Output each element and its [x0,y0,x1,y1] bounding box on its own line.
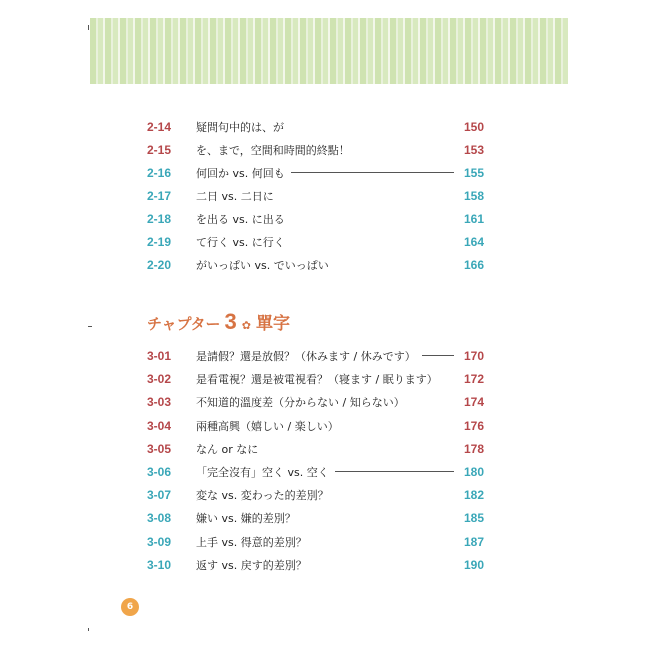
leader-line [335,265,454,266]
entry-page: 190 [463,557,484,572]
entry-page: 178 [463,441,484,456]
entry-number: 2-17 [147,189,172,203]
entry-title: 二日 vs. 二日に [196,190,274,203]
entry-page: 150 [463,120,484,134]
entry-title: 不知道的溫度差（分からない / 知らない） [196,396,405,410]
page-number-badge: 6 [121,598,139,616]
entry-number: 3-02 [147,372,172,387]
entry-title: 是看電視？還是被電視看？（寝ます / 眠ります） [196,373,438,387]
toc-entry[interactable] [147,208,484,230]
chapter-number: 3 [224,309,237,334]
entry-number: 2-18 [147,212,172,226]
entry-number: 3-10 [147,557,172,572]
entry-number: 3-06 [147,465,172,479]
toc-entry[interactable] [147,554,484,576]
toc-entry[interactable] [147,461,484,483]
leader-line [291,219,454,220]
entry-number: 2-20 [147,258,172,272]
entry-title: なん or なに [196,442,259,456]
entry-title: 是請假？還是放假？（休みます / 休みです） [196,350,416,363]
toc-entry[interactable] [147,162,484,184]
leader-line [291,242,454,243]
entry-title: を出る vs. に出る [196,213,285,226]
entry-title: 上手 vs. 得意的差別？ [196,535,307,549]
entry-page: 155 [463,166,484,180]
toc-entry[interactable] [147,484,484,506]
entry-title: 何回か vs. 何回も [196,167,285,180]
entry-number: 3-08 [147,511,172,526]
entry-number: 2-15 [147,143,172,157]
toc-entry[interactable] [147,368,484,390]
chapter-heading [147,309,290,335]
entry-number: 3-03 [147,395,172,410]
entry-title: がいっぱい vs. でいっぱい [196,259,329,272]
entry-number: 3-01 [147,349,172,363]
chapter-title: 單字 [255,314,290,334]
leader-line [345,425,454,426]
crop-mark [88,25,89,30]
entry-page: 176 [463,418,484,433]
entry-page: 174 [463,395,484,410]
toc-entry[interactable] [147,345,484,367]
entry-title: て行く vs. に行く [196,236,285,249]
crop-mark [88,326,92,327]
entry-page: 161 [463,212,484,226]
entry-page: 172 [463,372,484,387]
toc-entry[interactable] [147,185,484,207]
leader-line [264,448,454,449]
toc-entry[interactable] [147,116,484,138]
entry-page: 164 [463,235,484,249]
leader-line [291,172,454,174]
entry-page: 180 [463,465,484,479]
chapter-label: チャプター [147,315,221,333]
leader-line [335,495,454,496]
leader-line [290,127,454,128]
entry-number: 3-07 [147,488,172,503]
crop-mark [88,628,89,631]
entry-title: 兩種高興（嬉しい / 楽しい） [196,419,339,433]
leader-line [313,541,454,542]
leader-line [444,379,454,380]
entry-title: 返す vs. 戻す的差別？ [196,558,307,572]
toc-entry[interactable] [147,531,484,553]
header-decorative-banner [90,18,568,84]
entry-number: 2-16 [147,166,172,180]
entry-page: 187 [463,534,484,549]
entry-page: 182 [463,488,484,503]
entry-title: 「完全沒有」空く vs. 空く [196,466,329,479]
entry-number: 3-04 [147,418,172,433]
entry-page: 153 [463,143,484,157]
entry-page: 158 [463,189,484,203]
leader-line [422,355,454,357]
entry-title: 変な vs. 変わった的差別？ [196,489,329,503]
entry-number: 2-14 [147,120,172,134]
leader-line [356,150,454,151]
leader-line [411,402,454,403]
entry-title: 嫌い vs. 嫌的差別？ [196,512,296,526]
toc-entry[interactable] [147,391,484,413]
leader-line [313,564,454,565]
toc-entry[interactable] [147,507,484,529]
entry-page: 185 [463,511,484,526]
leader-line [335,471,454,473]
toc-entry[interactable] [147,254,484,276]
toc-entry[interactable] [147,231,484,253]
leader-line [280,196,454,197]
entry-page: 170 [463,349,484,363]
entry-number: 2-19 [147,235,172,249]
flower-icon: ✿ [241,319,251,332]
toc-entry[interactable] [147,415,484,437]
entry-title: 疑問句中的は、が [196,121,284,134]
entry-number: 3-05 [147,441,172,456]
leader-line [302,518,454,519]
entry-page: 166 [463,258,484,272]
entry-number: 3-09 [147,534,172,549]
entry-title: を、まで，空間和時間的終點！ [196,144,350,157]
toc-entry[interactable] [147,139,484,161]
toc-entry[interactable] [147,438,484,460]
